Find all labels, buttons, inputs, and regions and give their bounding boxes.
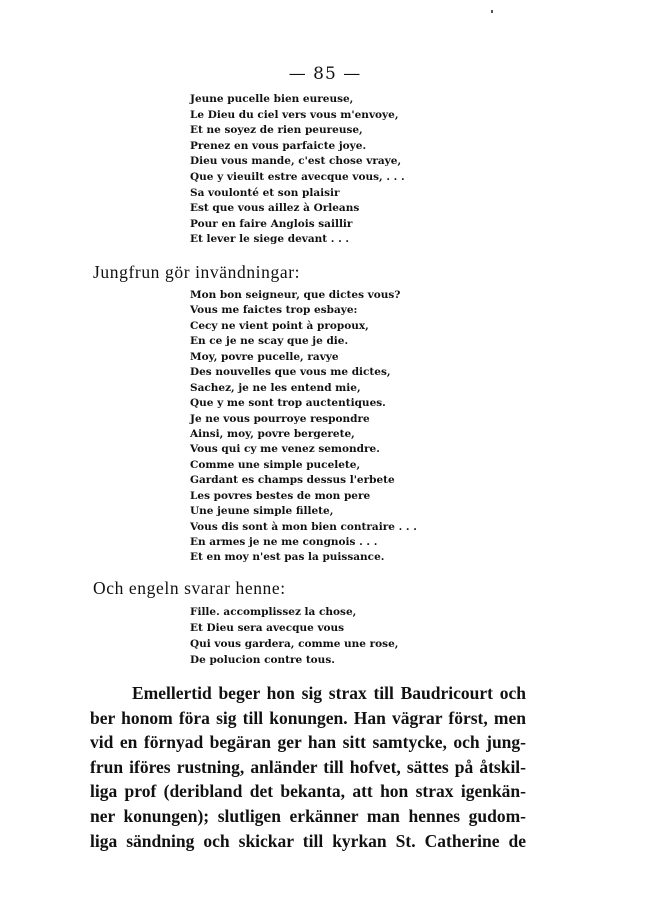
verse-line: Et lever le siege devant . . . — [190, 233, 350, 246]
verse-line: Que y vieuilt estre avecque vous, . . . — [190, 170, 405, 183]
prose-line: vid en förnyad begäran ger han sitt samtycke, och jung- — [90, 732, 526, 753]
intro-angel-reply: Och engeln svarar henne: — [93, 578, 286, 598]
verse-line: Gardant es champs dessus l'erbete — [190, 474, 395, 487]
prose-line: Emellertid beger hon sig strax till Baudricourt och — [132, 683, 526, 703]
verse-line: Que y me sont trop auctentiques. — [190, 397, 386, 410]
verse-line: Cecy ne vient point à propoux, — [190, 319, 369, 332]
verse-line: Comme une simple pucelete, — [190, 458, 361, 471]
verse-line: Pour en faire Anglois saillir — [190, 217, 353, 230]
prose-line: liga prof (deribland det bekanta, att hon strax igenkän- — [90, 781, 526, 802]
prose-paragraph — [90, 681, 526, 853]
verse-line: Moy, povre pucelle, ravye — [190, 350, 339, 363]
intro-objections: Jungfrun gör invändningar: — [93, 262, 301, 282]
prose-line: ner konungen); slutligen erkänner man hennes gudom- — [90, 805, 526, 826]
verse-line: Mon bon seigneur, que dictes vous? — [190, 289, 401, 301]
verse-line: Dieu vous mande, c'est chose vraye, — [190, 155, 402, 168]
verse-maiden-objections — [190, 288, 417, 566]
verse-angel-reply — [190, 604, 398, 668]
verse-line: Jeune pucelle bien eureuse, — [190, 93, 354, 105]
verse-line: Vous qui cy me venez semondre. — [190, 443, 380, 456]
verse-line: Qui vous gardera, comme une rose, — [190, 638, 399, 650]
verse-line: Est que vous aillez à Orleans — [190, 202, 360, 215]
verse-line: En armes je ne me congnois . . . — [190, 536, 378, 548]
verse-angel-message — [190, 92, 405, 248]
verse-line: Le Dieu du ciel vers vous m'envoye, — [190, 108, 399, 121]
verse-line: Des nouvelles que vous me dictes, — [190, 366, 391, 379]
verse-line: Les povres bestes de mon pere — [190, 489, 371, 502]
page-number: — 85 — — [288, 64, 362, 84]
verse-line: Et Dieu sera avecque vous — [190, 622, 345, 634]
verse-line: Sachez, je ne les entend mie, — [190, 381, 361, 394]
verse-line: Je ne vous pourroye respondre — [190, 412, 370, 425]
prose-line: ber honom föra sig till konungen. Han vägrar först, men — [90, 707, 526, 728]
verse-line: Vous me faictes trop esbaye: — [190, 304, 358, 317]
verse-line: Une jeune simple fillete, — [190, 505, 334, 518]
verse-line: De polucion contre tous. — [190, 654, 335, 666]
prose-line: liga sändning och skickar till kyrkan St. Catherine de — [90, 830, 526, 851]
verse-line: Et en moy n'est pas la puissance. — [190, 551, 385, 564]
prose-line: frun iföres rustning, anländer till hofvet, sättes på åtskil- — [90, 756, 526, 777]
verse-line: Sa voulonté et son plaisir — [190, 186, 340, 199]
page-speck — [491, 10, 493, 13]
verse-line: Ainsi, moy, povre bergerete, — [190, 427, 355, 440]
verse-line: Vous dis sont à mon bien contraire . . . — [190, 520, 417, 533]
verse-line: En ce je ne scay que je die. — [190, 335, 349, 348]
verse-line: Prenez en vous parfaicte joye. — [190, 139, 367, 152]
verse-line: Et ne soyez de rien peureuse, — [190, 124, 363, 137]
verse-line: Fille. accomplissez la chose, — [190, 606, 357, 618]
